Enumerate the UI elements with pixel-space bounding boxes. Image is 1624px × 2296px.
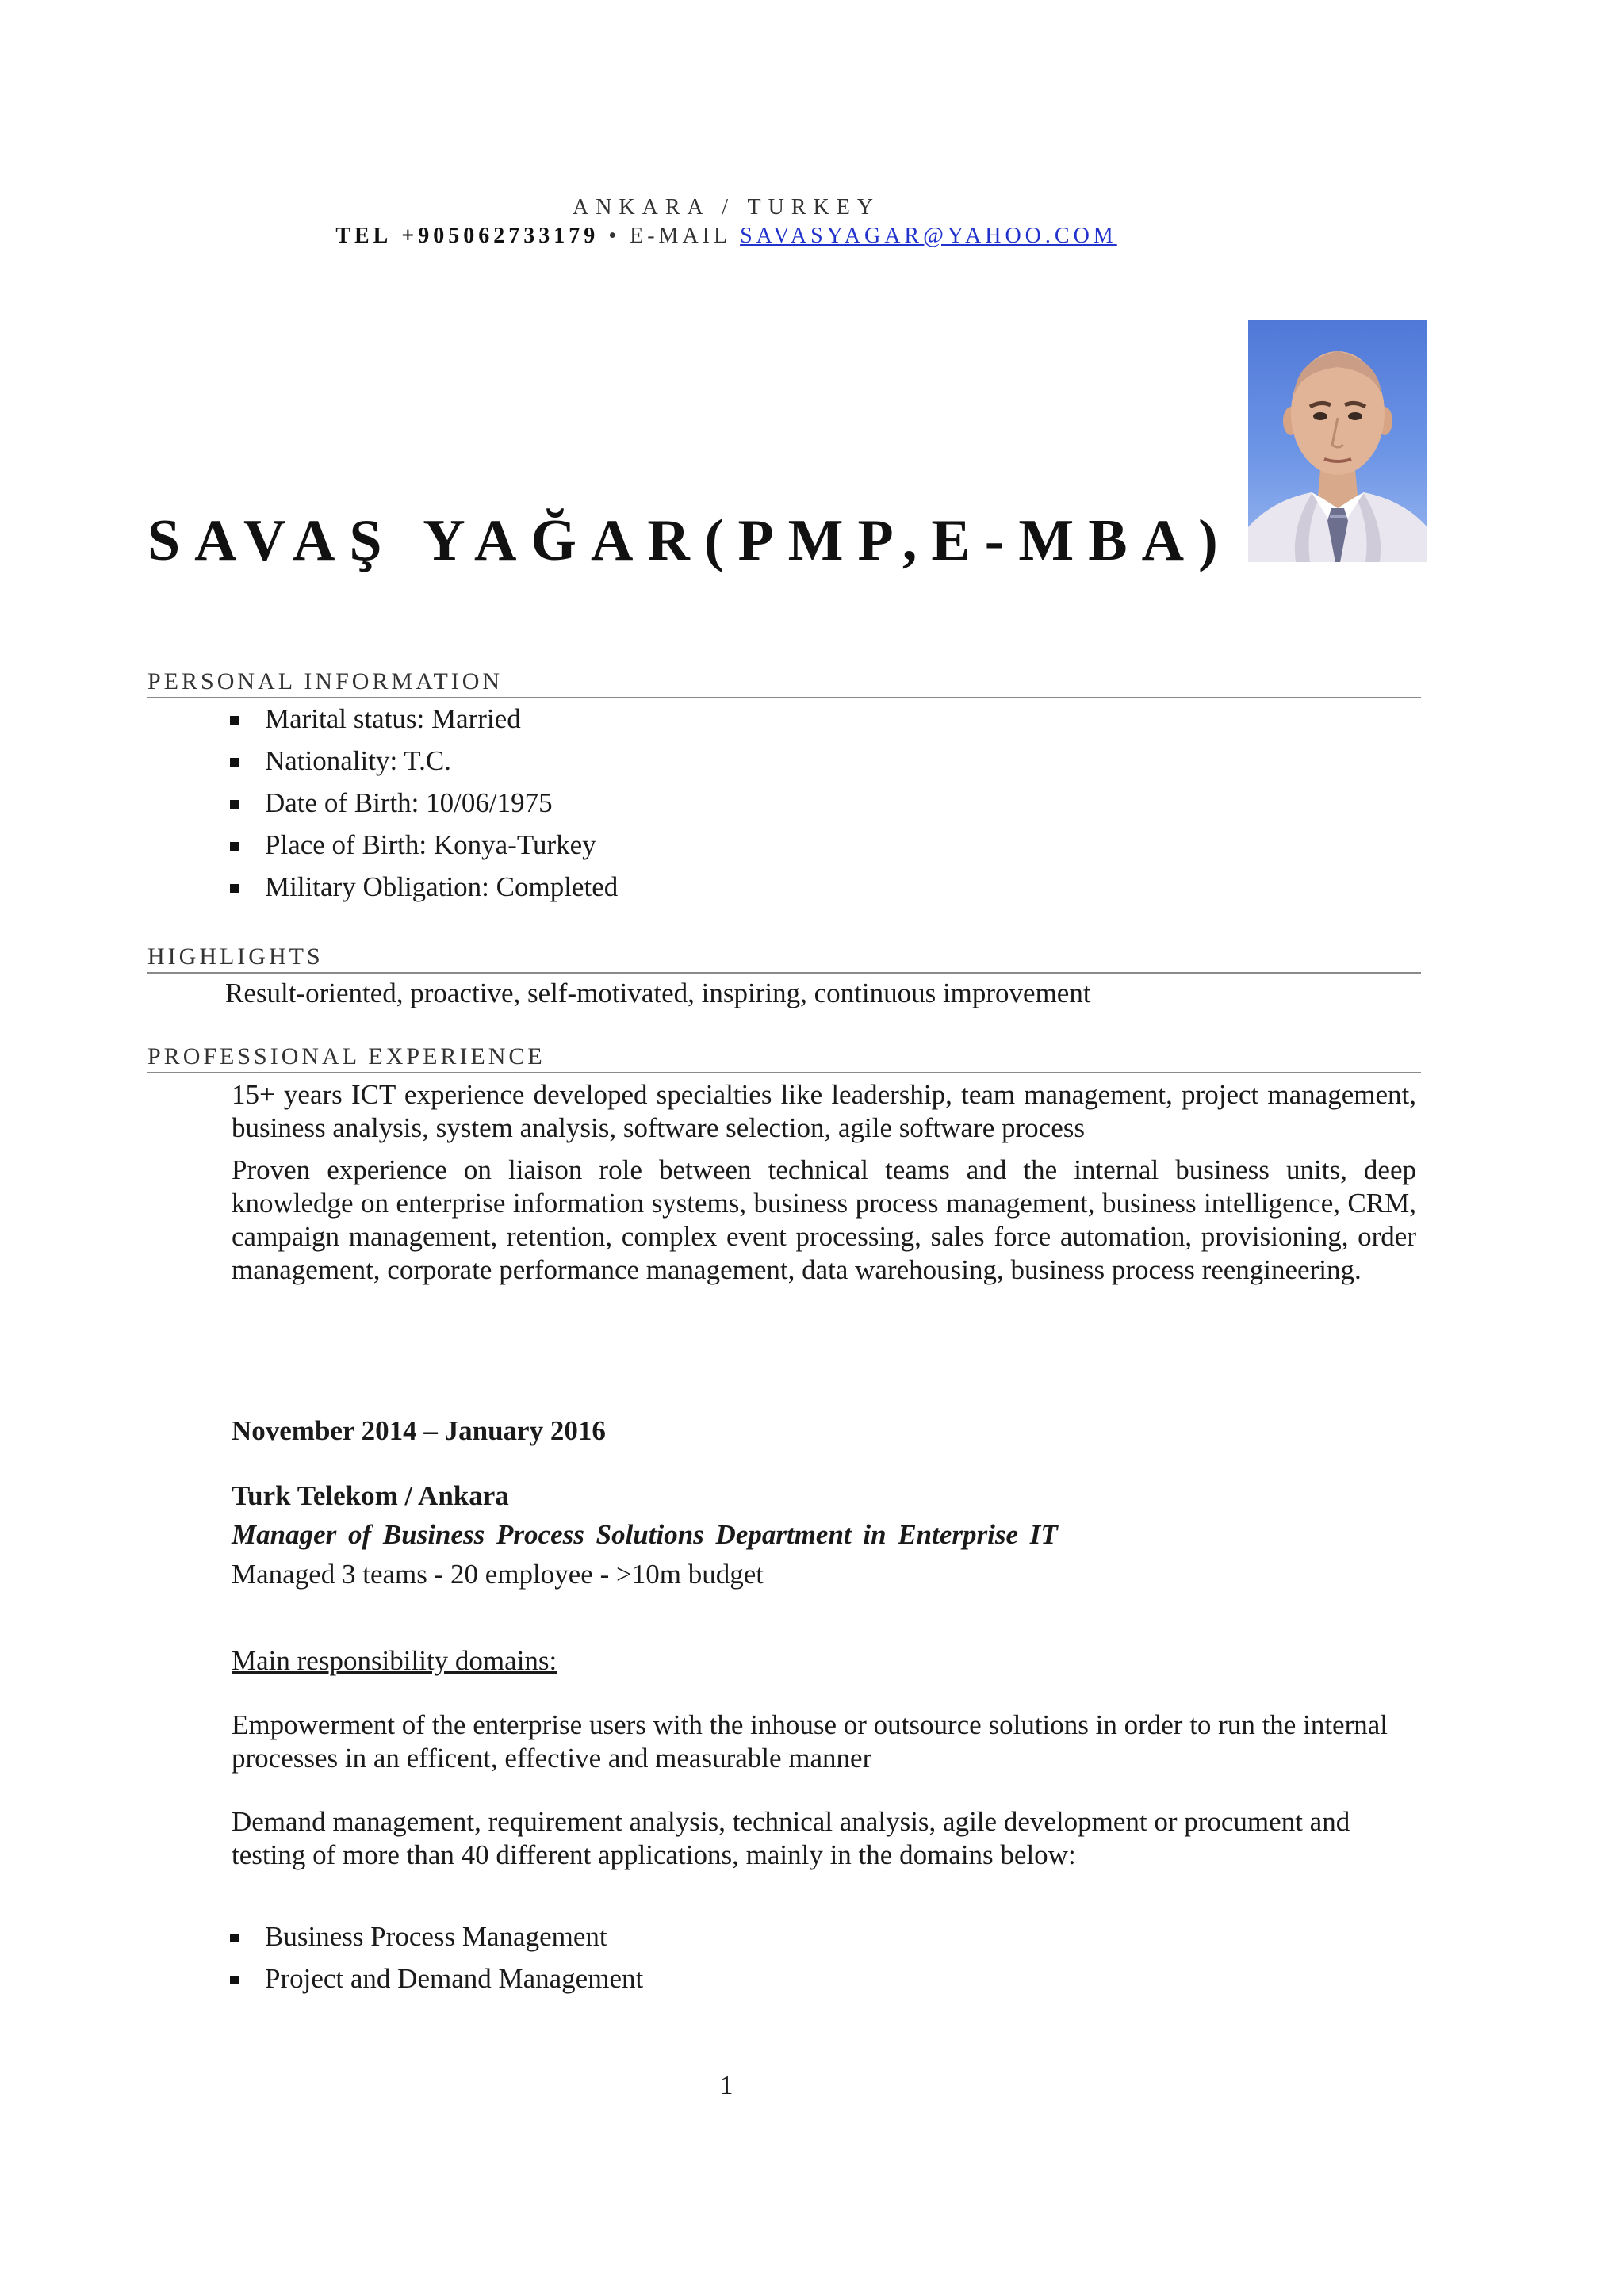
responsibility-para-2: Demand management, requirement analysis, technical analysis, agile development or procument and testing of more than 40 different applications, mainly in the domains below: — [232, 1806, 1350, 1870]
section-personal-information: PERSONAL INFORMATION — [147, 668, 1421, 698]
job-scope: Managed 3 teams - 20 employee - >10m budget — [232, 1559, 764, 1590]
section-professional-experience: PROFESSIONAL EXPERIENCE — [147, 1043, 1421, 1073]
separator-dot: • — [608, 224, 621, 248]
header-location: ANKARA / TURKEY — [572, 195, 881, 220]
email-link[interactable]: SAVASYAGAR@YAHOO.COM — [740, 224, 1117, 248]
list-item: Business Process Management — [230, 1915, 643, 1957]
email-label: E-MAIL — [630, 224, 731, 248]
list-item: Place of Birth: Konya-Turkey — [230, 824, 618, 866]
job-company: Turk Telekom / Ankara — [232, 1480, 509, 1511]
responsibility-para-1: Empowerment of the enterprise users with the inhouse or outsource solutions in order to run the internal processes in an efficent, effective and measurable manner — [232, 1709, 1388, 1774]
job-role: Manager of Business Process Solutions Department in Enterprise IT — [232, 1519, 1058, 1550]
experience-summary-2: Proven experience on liaison role between technical teams and the internal business units, deep knowledge on enterprise information systems, business process management, business intelligence, CRM, campaign management, retention, complex event processing, sales force automation, provisioning, order management, corporate performance management, data warehousing, business process reengineering. — [232, 1154, 1416, 1285]
section-highlights: HIGHLIGHTS — [147, 943, 1421, 974]
tel-value: +905062733179 — [401, 224, 599, 248]
list-item: Date of Birth: 10/06/1975 — [230, 782, 618, 824]
list-item: Nationality: T.C. — [230, 740, 618, 782]
list-item: Military Obligation: Completed — [230, 866, 618, 908]
list-item: Project and Demand Management — [230, 1957, 643, 1999]
job-period: November 2014 – January 2016 — [232, 1415, 606, 1446]
highlights-text: Result-oriented, proactive, self-motivated, inspiring, continuous improvement — [225, 978, 1091, 1008]
candidate-name: SAVAŞ YAĞAR(PMP,E-MBA) — [147, 508, 1232, 573]
list-item: Marital status: Married — [230, 698, 618, 740]
tel-label: TEL — [335, 224, 393, 248]
personal-info-list — [230, 698, 618, 908]
header-contact — [0, 224, 1453, 249]
experience-summary-1: 15+ years ICT experience developed specialties like leadership, team management, project management, business analysis, system analysis, software selection, agile software process — [232, 1079, 1416, 1143]
page-number: 1 — [719, 2071, 733, 2100]
profile-photo — [1248, 320, 1427, 562]
responsibility-heading: Main responsibility domains: — [232, 1645, 557, 1676]
profile-photo-illustration — [1248, 320, 1427, 562]
domain-list — [230, 1915, 643, 1999]
